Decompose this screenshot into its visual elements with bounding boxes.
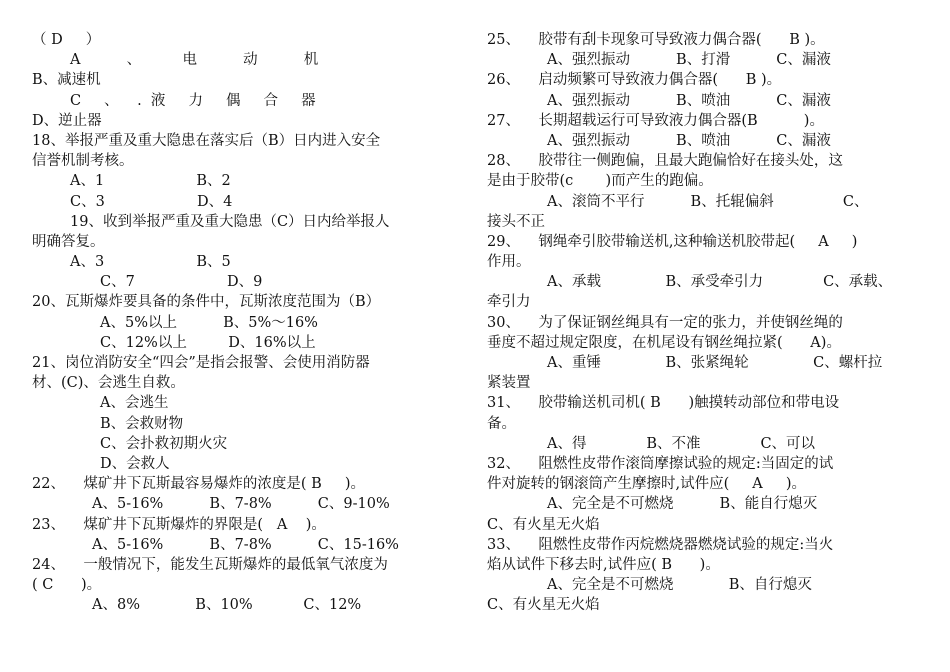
- option-line: 紧装置: [487, 375, 531, 392]
- option-line: D、逆止器: [32, 112, 102, 129]
- question-line: 22、 煤矿井下瓦斯最容易爆炸的浓度是( B )。: [32, 476, 366, 493]
- question-line: 26、 启动频繁可导致液力偶合器( B )。: [487, 72, 782, 89]
- option-line: A、完全是不可燃烧 B、能自行熄灭: [547, 496, 818, 513]
- question-line: 19、收到举报严重及重大隐患（C）日内给举报人: [70, 213, 390, 230]
- question-line: 32、 阻燃性皮带作滚筒摩擦试验的规定:当固定的试: [487, 455, 834, 472]
- question-line: 29、 钢绳牵引胶带输送机,这种输送机胶带起( A ): [487, 233, 858, 250]
- question-line: 27、 长期超载运行可导致液力偶合器(B )。: [487, 112, 824, 129]
- option-line: A、完全是不可燃烧 B、自行熄灭: [547, 577, 812, 594]
- option-line: A、承载 B、承受牵引力 C、承载、: [547, 274, 893, 291]
- right-column: [487, 30, 917, 615]
- question-line: 件对旋转的钢滚筒产生摩擦时,试件应( A )。: [487, 476, 806, 493]
- option-line: C、12%以上 D、16%以上: [100, 334, 316, 351]
- option-line: A、滚筒不平行 B、托辊偏斜 C、: [547, 193, 869, 210]
- question-line: 24、 一般情况下，能发生瓦斯爆炸的最低氧气浓度为: [32, 556, 388, 573]
- question-line: 材、(C)、会逃生自救。: [32, 375, 185, 392]
- option-line: D、会救人: [100, 455, 170, 472]
- question-line: 23、 煤矿井下瓦斯爆炸的界限是( A )。: [32, 516, 326, 533]
- option-line: A、强烈振动 B、打滑 C、漏液: [547, 52, 831, 69]
- left-column: [32, 30, 464, 615]
- option-line: 牵引力: [487, 294, 531, 311]
- question-line: 18、举报严重及重大隐患在落实后（B）日内进入安全: [32, 132, 381, 149]
- option-line: A、得 B、不准 C、可以: [547, 435, 816, 452]
- option-line: B、会救财物: [100, 415, 184, 432]
- question-line: 33、 阻燃性皮带作丙烷燃烧器燃烧试验的规定:当火: [487, 536, 834, 553]
- option-line: C、3 D、4: [70, 193, 233, 210]
- option-line: A、3 B、5: [70, 254, 231, 271]
- question-line: 30、 为了保证钢丝绳具有一定的张力，并使钢丝绳的: [487, 314, 843, 331]
- question-line: 20、瓦斯爆炸要具备的条件中，瓦斯浓度范围为（B）: [32, 294, 381, 311]
- option-line: A、强烈振动 B、喷油 C、漏液: [547, 132, 831, 149]
- option-line: C、会扑救初期火灾: [100, 435, 228, 452]
- question-line: 作用。: [487, 254, 531, 271]
- text-line: （ D ）: [32, 32, 101, 48]
- question-line: 明确答复。: [32, 233, 105, 250]
- question-line: 信誉机制考核。: [32, 153, 134, 170]
- option-line: C、有火星无火焰: [487, 516, 600, 533]
- option-line: C、7 D、9: [100, 274, 263, 291]
- option-line: A、会逃生: [100, 395, 169, 412]
- question-line: 是由于胶带(c )而产生的跑偏。: [487, 173, 713, 190]
- question-line: ( C )。: [32, 577, 102, 594]
- question-line: 垂度不超过规定限度，在机尾设有钢丝绳拉紧( A)。: [487, 334, 841, 351]
- question-line: 25、 胶带有刮卡现象可导致液力偶合器( B )。: [487, 32, 825, 48]
- question-line: 备。: [487, 415, 516, 432]
- question-line: 31、 胶带输送机司机( B )触摸转动部位和带电设: [487, 395, 840, 412]
- option-line: B、减速机: [32, 72, 101, 89]
- option-line: C 、 . 液 力 偶 合 器: [70, 92, 316, 109]
- option-line: A、5-16% B、7-8% C、9-10%: [92, 496, 390, 513]
- option-line: A、强烈振动 B、喷油 C、漏液: [547, 92, 831, 109]
- option-line: C、有火星无火焰: [487, 597, 600, 614]
- option-line: 接头不正: [487, 213, 545, 230]
- option-line: A、5%以上 B、5%～16%: [100, 314, 318, 331]
- question-line: 28、 胶带往一侧跑偏，且最大跑偏恰好在接头处，这: [487, 153, 843, 170]
- question-line: 焰从试件下移去时,试件应( B )。: [487, 556, 720, 573]
- option-line: A、8% B、10% C、12%: [92, 597, 362, 614]
- question-line: 21、岗位消防安全“四会”是指会报警、会使用消防器: [32, 355, 370, 371]
- option-line: A、1 B、2: [70, 173, 231, 190]
- option-line: A 、 电 动 机: [70, 52, 319, 69]
- option-line: A、重锤 B、张紧绳轮 C、螺杆拉: [547, 355, 883, 371]
- option-line: A、5-16% B、7-8% C、15-16%: [92, 536, 399, 553]
